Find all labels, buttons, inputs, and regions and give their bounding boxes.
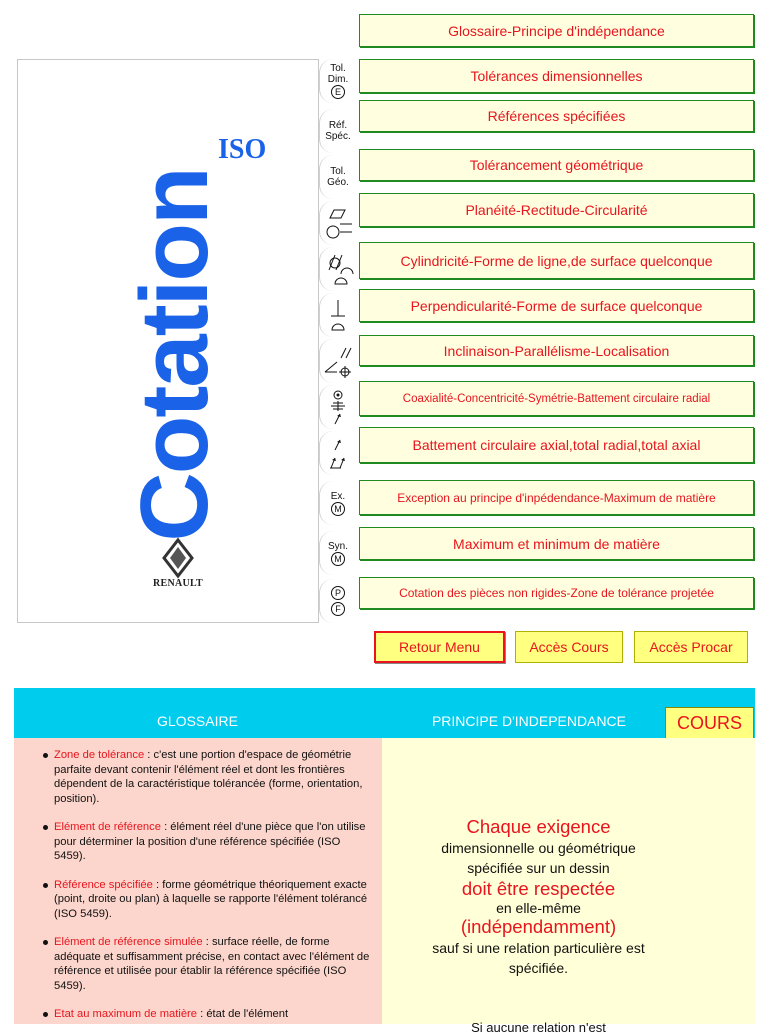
flatness-circularity-icon (323, 204, 353, 242)
symbol-tol-dim[interactable] (319, 59, 356, 103)
perpendicularity-profile-icon (323, 296, 353, 334)
angularity-parallelism-position-icon (323, 342, 353, 380)
link-cylindricite[interactable]: Cylindricité-Forme de ligne,de surface quelconque (359, 242, 754, 279)
section-banner (14, 688, 755, 738)
symbol-flatness[interactable] (319, 201, 356, 245)
symbol-label: Syn. (327, 540, 348, 552)
symbol-label: Tol. (330, 63, 346, 74)
link-tolerances-dimensionnelles[interactable]: Tolérances dimensionnelles (359, 59, 754, 93)
glossary-definition: : état de l'élément (197, 1008, 289, 1020)
principle-line: (indépendamment) (460, 916, 617, 937)
principle-line: spécifiée sur un dessin (467, 860, 610, 876)
acces-procar-button[interactable]: Accès Procar (634, 631, 748, 663)
free-state-f-icon: F (331, 602, 345, 616)
glossary-term: Référence spécifiée (54, 878, 153, 891)
glossaire-heading: GLOSSAIRE (157, 713, 238, 729)
principle-line: en elle-même (496, 900, 581, 916)
cover-subtitle: ISO (218, 134, 267, 165)
link-exception[interactable]: Exception au principe d'inpédendance-Maximum de matière (359, 480, 754, 515)
symbol-label: Ex. (330, 490, 346, 502)
principle-line: spécifiée. (508, 960, 569, 976)
cover-panel (17, 59, 319, 623)
link-pieces-non-rigides[interactable]: Cotation des pièces non rigides-Zone de tolérance projetée (359, 577, 754, 609)
principle-text (382, 816, 695, 978)
max-material-m-icon: M (331, 552, 345, 566)
glossary-term: Etat au maximum de matière (54, 1008, 198, 1020)
glossary-panel (14, 738, 382, 1024)
total-runout-icon (323, 434, 353, 472)
glossary-item (54, 1007, 374, 1022)
renault-wordmark: RENAULT (152, 578, 204, 589)
renault-diamond-icon (138, 538, 218, 578)
link-references-specifiees[interactable]: Références spécifiées (359, 100, 754, 132)
glossary-definition: : forme géométrique théoriquement exacte (point, droite ou plan) à laquelle se rapporte l'élément tolérancé (ISO 5459). (54, 878, 368, 920)
symbol-perpendicularity[interactable] (319, 293, 356, 337)
principle-line: Chaque exigence (466, 816, 611, 837)
glossary-definition: : c'est une portion d'espace de géométrie parfaite devant contenir l'élément réel et dont les frontières dépendent de la caractéristique tolérancée (forme, orientation, position). (54, 749, 363, 805)
principle-continuation: Si aucune relation n'est (471, 1020, 606, 1035)
link-coaxialite[interactable]: Coaxialité-Concentricité-Symétrie-Battement circulaire radial (359, 381, 754, 416)
symbol-angularity[interactable] (319, 339, 356, 383)
symbol-tol-geo[interactable] (319, 155, 356, 199)
link-maximum-minimum[interactable]: Maximum et minimum de matière (359, 527, 754, 560)
cylindricity-profile-icon (323, 250, 353, 288)
symbol-cylindricity[interactable] (319, 247, 356, 291)
link-glossaire[interactable]: Glossaire-Principe d'indépendance (359, 14, 754, 47)
symbol-coaxiality[interactable] (319, 385, 356, 429)
glossary-definition: : élément réel d'une pièce que l'on utilise pour déterminer la position d'une référence spécifiée (ISO 5459). (54, 821, 366, 862)
glossary-item (54, 935, 374, 993)
link-planeite[interactable]: Planéité-Rectitude-Circularité (359, 193, 754, 227)
symbol-label: Tol. (330, 166, 346, 177)
principle-line: sauf si une relation particulière est (432, 940, 645, 956)
symbol-non-rigid[interactable] (319, 579, 356, 623)
principle-line: doit être respectée (461, 878, 616, 899)
symbol-column (319, 59, 356, 623)
glossary-term: Zone de tolérance (54, 749, 145, 761)
symbol-total-runout[interactable] (319, 431, 356, 475)
cover-title: Cotation (121, 168, 228, 542)
glossary-term: Elément de référence (54, 821, 161, 833)
projected-zone-p-icon: P (331, 586, 345, 600)
symbol-synthesis[interactable] (319, 531, 356, 575)
renault-logo (138, 538, 218, 608)
acces-cours-button[interactable]: Accès Cours (515, 631, 623, 663)
glossary-term: Elément de référence simulée (54, 936, 203, 948)
glossary-item (54, 820, 374, 864)
envelope-e-icon: E (331, 85, 345, 99)
principle-panel (382, 738, 755, 1035)
symbol-label: Dim. (327, 74, 349, 85)
symbol-label: Géo. (327, 177, 349, 188)
symbol-label: Spéc. (325, 131, 351, 142)
link-tolerancement-geometrique[interactable]: Tolérancement géométrique (359, 149, 754, 181)
link-battement[interactable]: Battement circulaire axial,total radial,total axial (359, 427, 754, 463)
glossary-item (54, 748, 374, 806)
coaxiality-symmetry-runout-icon (323, 388, 353, 426)
cours-button[interactable]: COURS (665, 707, 754, 739)
symbol-label: Réf. (328, 120, 348, 131)
symbol-ref-spec[interactable] (319, 109, 356, 153)
glossary-item (54, 878, 374, 922)
principle-line: dimensionnelle ou géométrique (441, 840, 636, 856)
principe-heading: PRINCIPE D'INDEPENDANCE (431, 713, 627, 729)
glossary-definition: : surface réelle, de forme adéquate et suffisamment précise, en contact avec l'élément de référence et utilisée pour établir la référence spécifiée (ISO 5459). (54, 936, 370, 992)
symbol-exception[interactable] (319, 481, 356, 525)
retour-menu-button[interactable]: Retour Menu (374, 631, 505, 663)
link-perpendicularite[interactable]: Perpendicularité-Forme de surface quelconque (359, 289, 754, 322)
max-material-m-icon: M (331, 502, 345, 516)
link-inclinaison[interactable]: Inclinaison-Parallélisme-Localisation (359, 335, 754, 366)
